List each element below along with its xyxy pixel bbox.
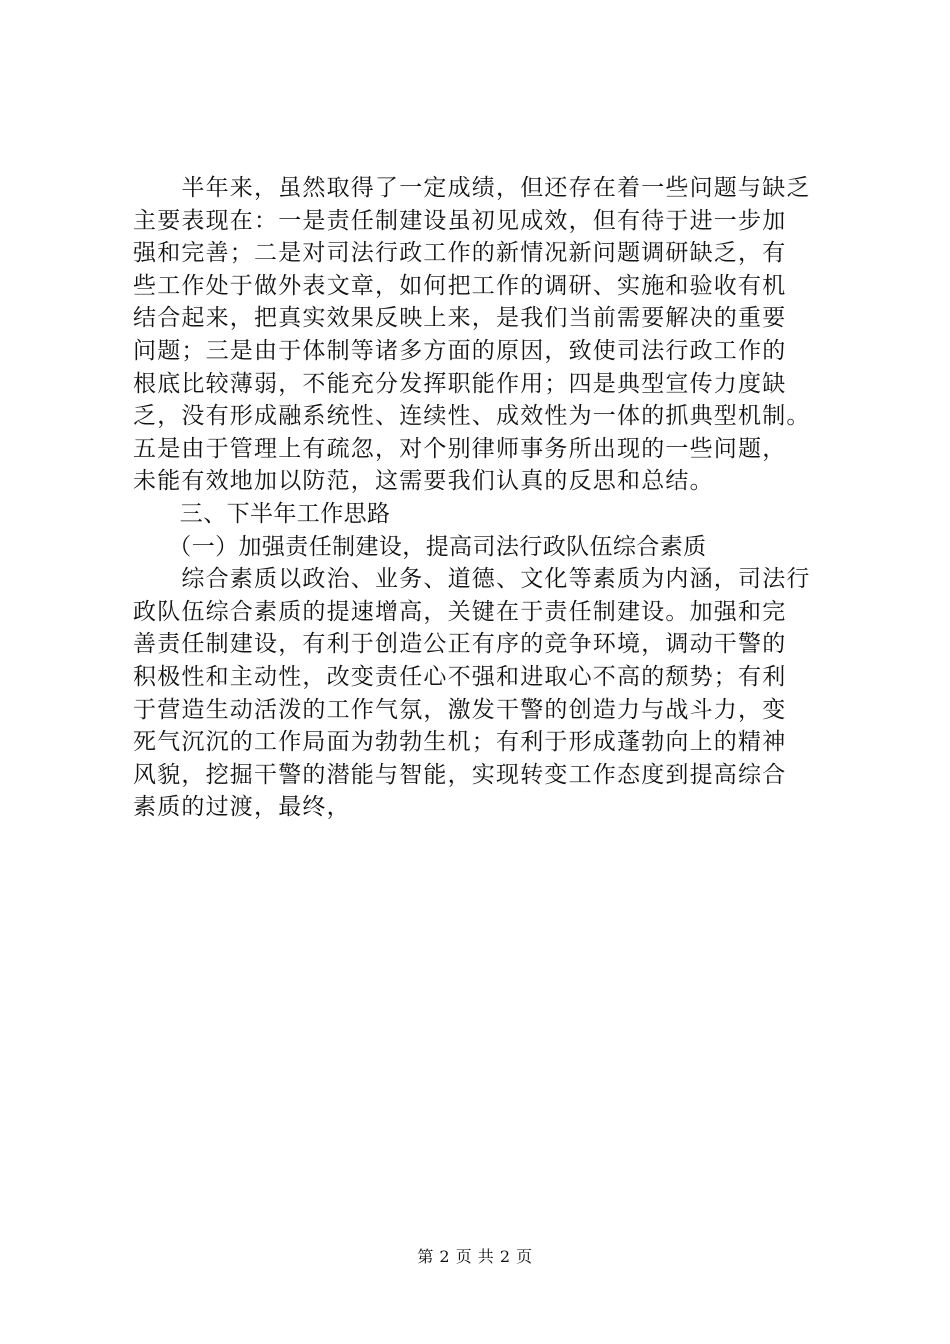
text-line: 风貌，挖掘干警的潜能与智能，实现转变工作态度到提高综合: [133, 761, 787, 788]
text-line: 强和完善；二是对司法行政工作的新情况新问题调研缺乏，有: [133, 240, 787, 267]
text-line: 综合素质以政治、业务、道德、文化等素质为内涵，司法行: [133, 566, 811, 593]
text-line: 问题；三是由于体制等诸多方面的原因，致使司法行政工作的: [133, 337, 787, 364]
text-line: 乏，没有形成融系统性、连续性、成效性为一体的抓典型机制。: [133, 403, 811, 430]
text-line: 五是由于管理上有疏忽，对个别律师事务所出现的一些问题，: [133, 435, 787, 462]
page-number-footer: 第 2 页 共 2 页: [417, 1247, 533, 1266]
subsection-heading: （一）加强责任制建设，提高司法行政队伍综合素质: [133, 533, 707, 560]
text-line: 死气沉沉的工作局面为勃勃生机；有利于形成蓬勃向上的精神: [133, 729, 787, 756]
text-line: 半年来，虽然取得了一定成绩，但还存在着一些问题与缺乏: [133, 175, 811, 201]
text-line: 积极性和主动性，改变责任心不强和进取心不高的颓势；有利: [133, 663, 787, 690]
text-line: 善责任制建设，有利于创造公正有序的竞争环境，调动干警的: [133, 631, 787, 658]
text-line: 主要表现在：一是责任制建设虽初见成效，但有待于进一步加: [133, 207, 787, 234]
section-heading: 三、下半年工作思路: [133, 500, 391, 527]
text-line: 于营造生动活泼的工作气氛，激发干警的创造力与战斗力，变: [133, 696, 787, 723]
text-line: 结合起来，把真实效果反映上来，是我们当前需要解决的重要: [133, 305, 787, 332]
text-line: 未能有效地加以防范，这需要我们认真的反思和总结。: [133, 468, 714, 495]
text-line: 素质的过渡，最终，: [133, 794, 351, 821]
text-line: 根底比较薄弱，不能充分发挥职能作用；四是典型宣传力度缺: [133, 370, 787, 397]
text-line: 些工作处于做外表文章，如何把工作的调研、实施和验收有机: [133, 272, 787, 299]
body-text: [133, 172, 843, 824]
text-line: 政队伍综合素质的提速增高，关键在于责任制建设。加强和完: [133, 598, 787, 625]
